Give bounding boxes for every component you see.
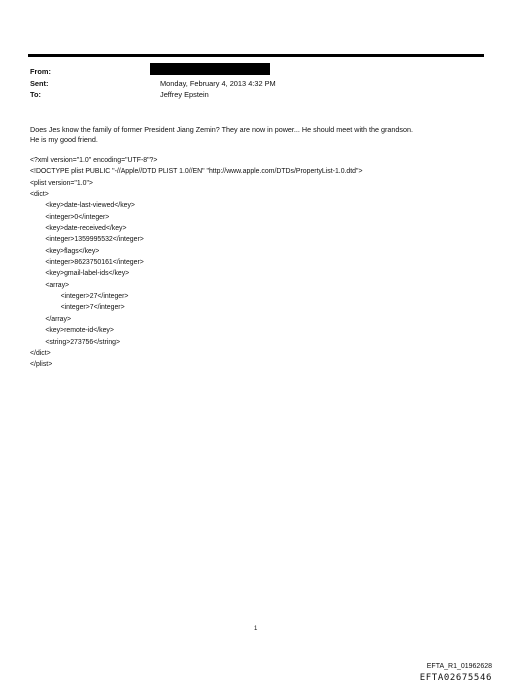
plist-line: <?xml version="1.0" encoding="UTF-8"?>: [30, 157, 158, 164]
plist-line: <plist version="1.0">: [30, 179, 93, 187]
body-line-1: Does Jes know the family of former President Jiang Zemin? They are now in power... He should meet with the grandson.: [30, 125, 413, 134]
from-label: From:: [30, 67, 51, 76]
top-rule: [28, 54, 484, 57]
plist-line: <integer>1359995532</integer>: [30, 236, 144, 244]
plist-line: <key>date-last-viewed</key>: [30, 202, 135, 210]
plist-line: <integer>27</integer>: [30, 293, 129, 301]
body-line-2: He is my good friend.: [30, 135, 98, 144]
plist-line: <key>flags</key>: [30, 247, 100, 255]
plist-line: </plist>: [30, 361, 53, 369]
plist-line: </dict>: [30, 349, 51, 357]
page-number: 1: [254, 626, 258, 632]
plist-line: <key>gmail-label-ids</key>: [30, 270, 130, 278]
plist-line: <integer>0</integer>: [30, 213, 110, 221]
plist-line: <integer>7</integer>: [30, 304, 125, 312]
email-body: [30, 125, 490, 145]
efta-r1-stamp: EFTA_R1_01962628: [426, 663, 492, 670]
plist-line: <key>remote-id</key>: [30, 327, 114, 335]
sent-value: Monday, February 4, 2013 4:32 PM: [160, 79, 276, 88]
plist-line: <dict>: [30, 191, 49, 199]
plist-line: <integer>8623750161</integer>: [30, 259, 144, 267]
plist-line: <!DOCTYPE plist PUBLIC "-//Apple//DTD PLIST 1.0//EN" "http://www.apple.com/DTDs/PropertyList-1.0.dtd">: [30, 168, 363, 176]
efta-main-stamp: EFTA02675546: [419, 673, 492, 683]
plist-block: [30, 155, 363, 371]
to-value: Jeffrey Epstein: [160, 90, 209, 99]
sent-label: Sent:: [30, 79, 49, 88]
plist-line: </array>: [30, 315, 71, 323]
plist-line: <string>273756</string>: [30, 338, 121, 346]
to-label: To:: [30, 90, 41, 99]
redaction-block: [150, 63, 270, 75]
plist-line: <array>: [30, 281, 70, 289]
plist-line: <key>date-received</key>: [30, 225, 127, 233]
